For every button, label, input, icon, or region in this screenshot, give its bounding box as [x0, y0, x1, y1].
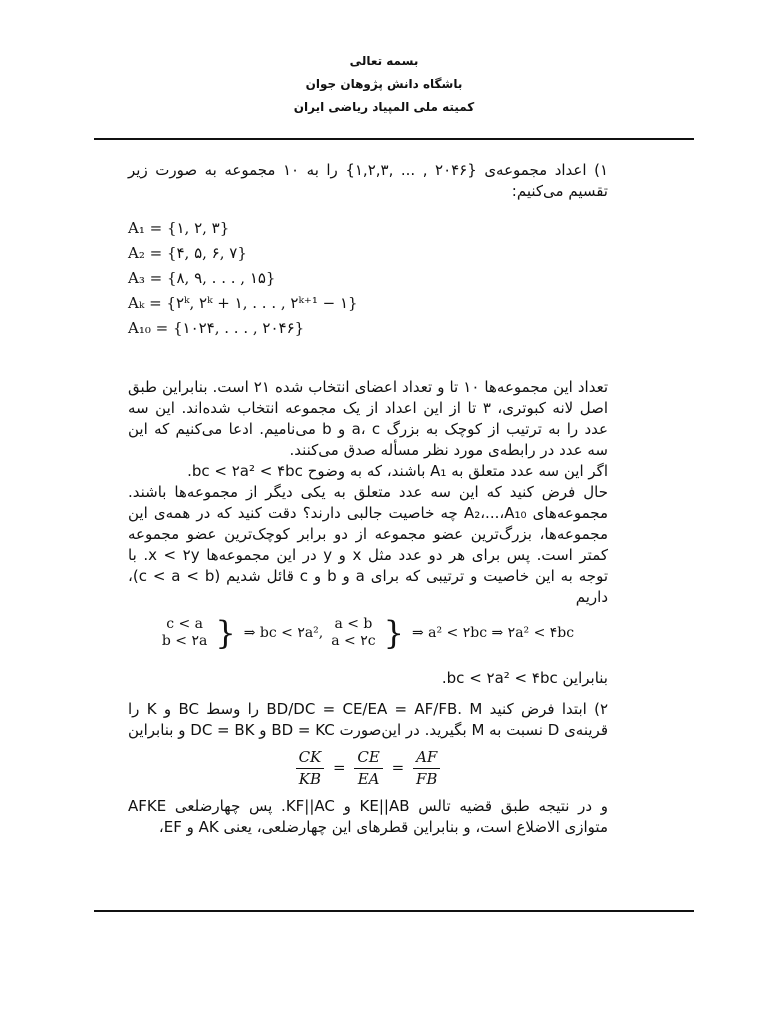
problem1-paragraph-1: تعداد این مجموعه‌ها ۱۰ تا و تعداد اعضای انتخاب شده ۲۱ است. بنابراین طبق اصل لانه کبوتری، ۳ تا از این اعداد از یک مجموعه انتخاب شده‌اند. این سه عدد را به ترتیب از کوچک به بزرگ a، c و b می‌نامیم. ادعا می‌کنیم که این سه عدد در رابطه‌ی مورد نظر مسأله صدق می‌کنند. [128, 378, 608, 459]
ineq-left-bottom: b < ۲a [161, 633, 208, 649]
fraction-af-fb: $\frac{AF}{FB}$ [413, 747, 440, 790]
set-a10: A₁₀ = {۱۰۲۴, . . . , ۲۰۴۶} [128, 319, 305, 337]
ineq-result: ⇒ a² < ۲bc ⇒ ۲a² < ۴bc [411, 624, 575, 641]
problem1-paragraph-3: حال فرض کنید که این سه عدد متعلق به یکی دیگر از مجموعه‌ها باشند. مجموعه‌های A₂،...،A₁₀ چه خاصیت جالبی دارند؟ دقت کنید که در همه‌ی این مجموعه‌ها، بزرگ‌ترین عضو مجموعه از دو برابر کوچک‌ترین عضو مجموعه کمتر است. پس برای هر دو عدد مثل x و y در این مجموعه‌ها x < ۲y. با توجه به این خاصیت و ترتیبی که برای a و b و c قائل شدیم (c < a < b)، داریم [128, 483, 609, 606]
problem2-paragraph-2: و در نتیجه طبق قضیه تالس KE||AB و KF||AC. پس چهارضلعی AFKE متوازی الاضلاع است، و بنابراین قطرهای این چهارضلعی، یعنی AK و EF، [128, 797, 609, 836]
set-list [128, 216, 608, 341]
ineq-middle: ⇒ bc < ۲a², [243, 624, 324, 641]
ineq-right-bottom: a < ۲c [331, 633, 376, 649]
problem1-conclusion: بنابراین bc < ۲a² < ۴bc. [441, 669, 608, 687]
header-line-3: کمیته ملی المپیاد ریاضی ایران [293, 100, 475, 114]
set-ak: Aₖ = {۲ᵏ, ۲ᵏ + ۱, . . . , ۲ᵏ⁺¹ − ۱} [128, 294, 358, 312]
fraction-ce-ea: $\frac{CE}{EA}$ [354, 747, 382, 790]
header-rule [94, 138, 694, 140]
header-line-2: باشگاه دانش پژوهان جوان [305, 77, 463, 91]
document-header [0, 50, 768, 119]
problem1-intro: ۱) اعداد مجموعه‌ی {۲۰۴۶ , ... ,۱,۲,۳} را به ۱۰ مجموعه به صورت زیر تقسیم می‌کنیم: [128, 161, 608, 200]
set-a1: A₁ = {۱, ۲, ۳} [128, 219, 230, 237]
right-brace-icon: } [215, 614, 236, 652]
equals-sign: = [391, 758, 405, 777]
problem2-paragraph-1: ۲) ابتدا فرض کنید BD/DC = CE/EA = AF/FB. M را وسط BC و K را قرینه‌ی D نسبت به M بگیرید. در این‌صورت BD = KC و DC = BK و بنابراین [128, 700, 609, 739]
header-line-1: بسمه تعالی [349, 54, 419, 68]
inequality-derivation [128, 616, 608, 650]
ratio-equation [128, 747, 608, 790]
right-brace-icon: } [383, 614, 404, 652]
set-a2: A₂ = {۴, ۵, ۶, ۷} [128, 244, 247, 262]
equals-sign: = [333, 758, 346, 777]
ineq-right-top: a < b [334, 616, 373, 632]
fraction-ck-kb: $\frac{CK}{KB}$ [296, 747, 325, 790]
set-a3: A₃ = {۸, ۹, . . . , ۱۵} [128, 269, 276, 287]
footer-rule [94, 910, 694, 912]
problem1-paragraph-2: اگر این سه عدد متعلق به A₁ باشند، که به وضوح bc < ۲a² < ۴bc. [187, 462, 608, 480]
document-body [128, 160, 608, 838]
ineq-left-top: c < a [166, 616, 204, 632]
